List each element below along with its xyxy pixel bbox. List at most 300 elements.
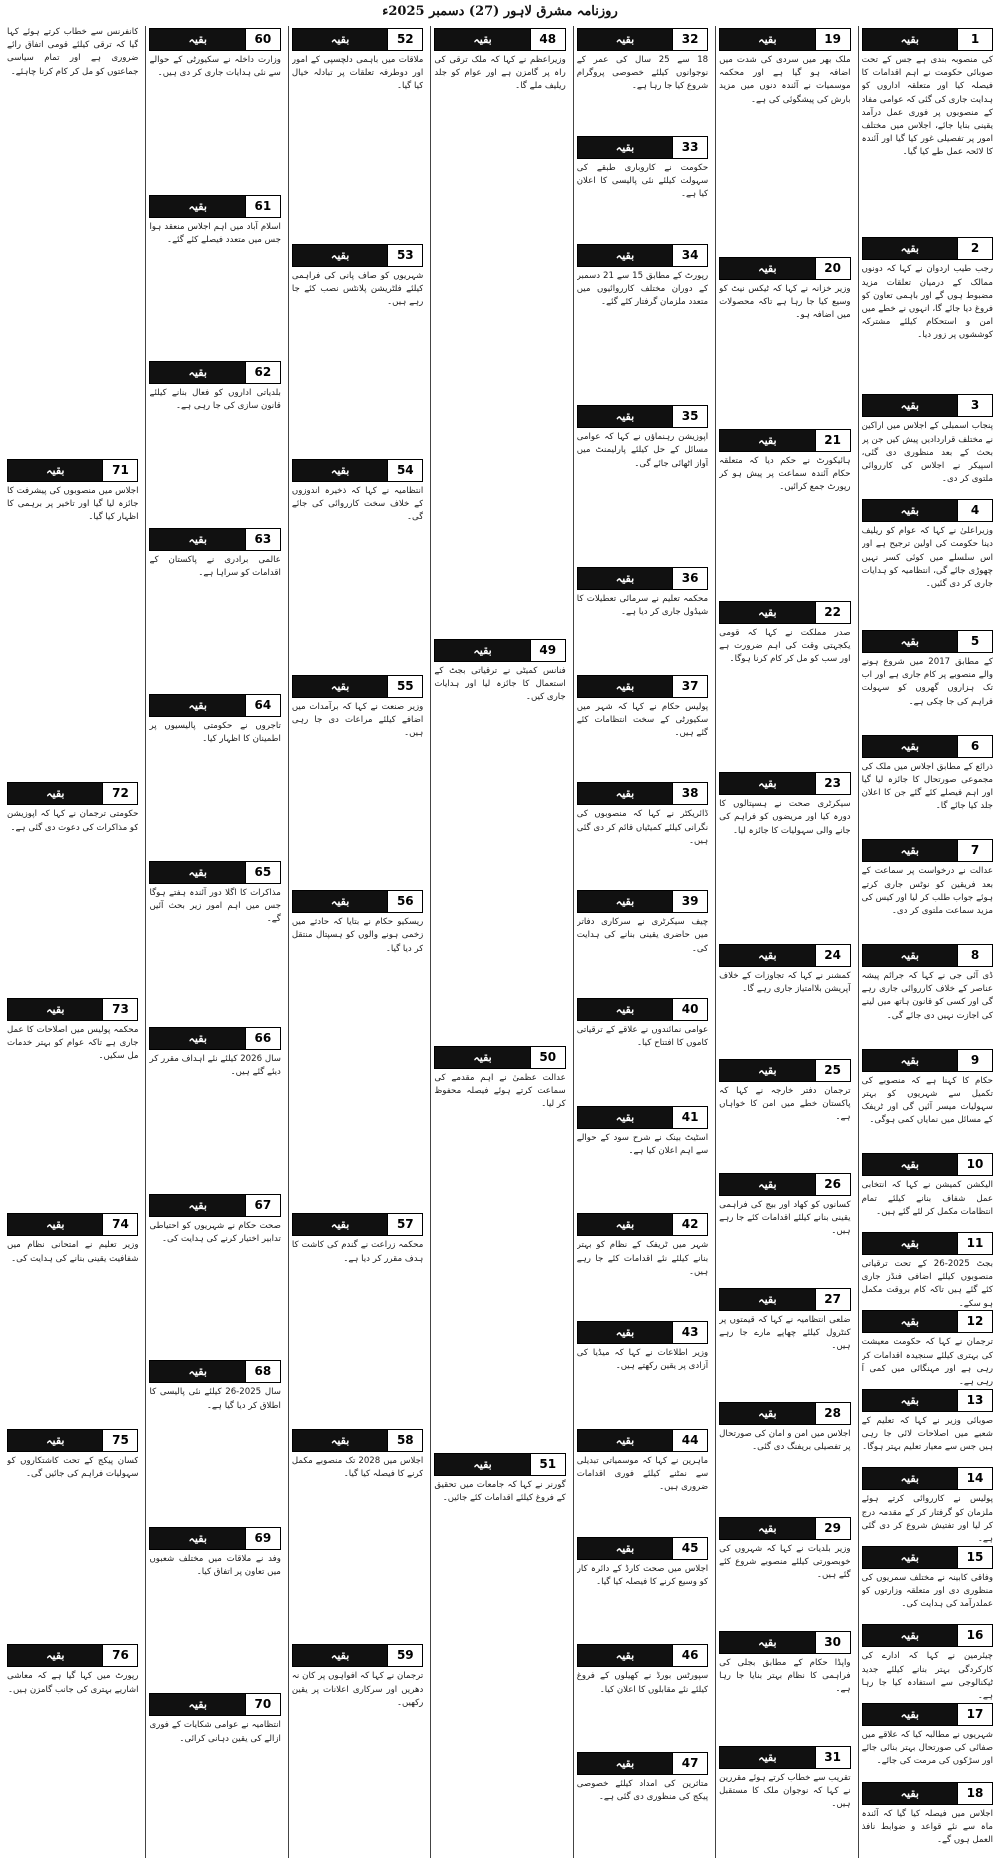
continuation-story [577,1319,708,1427]
continuation-label: بقیہ [578,29,672,50]
continuation-header [149,528,280,551]
continuation-story [292,888,423,1211]
continuation-number: 50 [530,1047,565,1068]
story-text: اسلام آباد میں اہم اجلاس منعقد ہوا جس میں متعدد فیصلے کئے گئے۔ [149,221,281,245]
continuation-number: 13 [957,1390,992,1411]
continuation-label: بقیہ [863,238,957,259]
story-text: فنانس کمیٹی نے ترقیاتی بجٹ کے استعمال کا جائزہ لیا اور ہدایات جاری کیں۔ [434,665,566,703]
continuation-number: 60 [245,29,280,50]
continuation-number: 71 [102,460,137,481]
continuation-header [7,782,138,805]
continuation-label: بقیہ [720,430,814,451]
continuation-header [862,630,993,653]
continuation-number: 31 [815,1747,850,1768]
continuation-story [292,1642,423,1858]
continuation-label: بقیہ [720,1403,814,1424]
continuation-story [149,193,280,360]
continuation-story [719,599,850,771]
continuation-story [577,888,708,996]
continuation-number: 14 [957,1468,992,1489]
column-5 [288,26,426,1858]
continuation-label: بقیہ [863,1468,957,1489]
continuation-header [862,839,993,862]
story-text: رجب طیب اردوان نے کہا کہ دونوں ممالک کے درمیان تعلقات مزید مضبوط ہوں گے اور باہمی تعاون کو فروغ دیا جائے گا، انہوں نے خطے میں امن و استحکام کیلئے مشترکہ کوششوں پر زور دیا۔ [861,264,993,341]
continuation-label: بقیہ [863,1547,957,1568]
story-text: رپورٹ کے مطابق 15 سے 21 دسمبر کے دوران مختلف کارروائیوں میں متعدد ملزمان گرفتار کئے گئے۔ [576,270,709,307]
continuation-header [862,1049,993,1072]
continuation-label: بقیہ [293,676,387,697]
continuation-label: بقیہ [293,29,387,50]
continuation-number: 16 [957,1625,992,1646]
continuation-header [862,1782,993,1805]
story-text: الیکشن کمیشن نے کہا کہ انتخابی عمل شفاف بنانے کیلئے تمام انتظامات مکمل کر لئے گئے ہیں۔ [861,1180,993,1217]
continuation-label: بقیہ [863,29,957,50]
continuation-number: 21 [815,430,850,451]
continuation-story [719,1400,850,1515]
story-text: ذرائع کے مطابق اجلاس میں ملک کی مجموعی صورتحال کا جائزہ لیا گیا اور اہم فیصلے کئے گئے جن کا اعلان جلد کیا جائے گا۔ [861,761,993,812]
continuation-story [719,1515,850,1630]
continuation-header [7,1644,138,1667]
continuation-header [719,1288,850,1311]
story-text: چیئرمین نے کہا کہ ادارے کی کارکردگی بہتر بنانے کیلئے جدید ٹیکنالوجی سے استفادہ کیا جا رہا ہے۔ [861,1651,993,1701]
story-text: اجلاس میں فیصلہ کیا گیا کہ آئندہ ماہ سے نئے قواعد و ضوابط نافذ العمل ہوں گے۔ [861,1808,993,1845]
continuation-number: 9 [957,1050,992,1071]
continuation-header [149,28,280,51]
continuation-story [577,26,708,134]
continuation-header [577,1106,708,1129]
continuation-number: 15 [957,1547,992,1568]
continuation-header [292,890,423,913]
continuation-label: بقیہ [720,945,814,966]
continuation-story [719,1629,850,1744]
continuation-number: 76 [102,1645,137,1666]
continuation-number: 29 [815,1518,850,1539]
continuation-label: بقیہ [863,631,957,652]
continuation-story [862,26,993,235]
continuation-story [7,26,138,457]
continuation-header [7,1429,138,1452]
continuation-header [577,1537,708,1560]
continuation-number: 33 [672,137,707,158]
continuation-header [577,1644,708,1667]
continuation-number: 19 [815,29,850,50]
continuation-label: بقیہ [720,1289,814,1310]
continuation-label: بقیہ [863,500,957,521]
story-text: ترجمان دفتر خارجہ نے کہا کہ پاکستان خطے میں امن کا خواہاں ہے۔ [719,1085,851,1122]
continuation-label: بقیہ [293,460,387,481]
continuation-header [292,1213,423,1236]
story-text: صحت حکام نے شہریوں کو احتیاطی تدابیر اختیار کرنے کی ہدایت کی۔ [149,1220,281,1245]
continuation-label: بقیہ [435,1454,529,1475]
continuation-label: بقیہ [720,1174,814,1195]
continuation-story [577,403,708,565]
continuation-story [7,780,138,996]
continuation-number: 54 [387,460,422,481]
continuation-label: بقیہ [720,258,814,279]
continuation-story [719,255,850,427]
continuation-number: 25 [815,1060,850,1081]
continuation-number: 43 [672,1322,707,1343]
story-text: سیکرٹری صحت نے ہسپتالوں کا دورہ کیا اور مریضوں کو فراہم کی جانے والی سہولیات کا جائزہ لیا۔ [719,799,851,836]
continuation-number: 34 [672,245,707,266]
continuation-number: 38 [672,783,707,804]
continuation-number: 46 [672,1645,707,1666]
continuation-header [862,1153,993,1176]
continuation-header [149,1194,280,1217]
continuation-number: 10 [957,1154,992,1175]
continuation-story [7,1211,138,1427]
continuation-header [292,1429,423,1452]
continuation-label: بقیہ [150,1528,244,1549]
story-text: کے مطابق 2017 میں شروع ہونے والے منصوبے پر کام جاری ہے اور اب تک ہزاروں گھروں کو سہولت فراہم کی جا چکی ہے۔ [861,656,993,707]
continuation-label: بقیہ [8,460,102,481]
continuation-header [862,237,993,260]
continuation-story [862,1622,993,1701]
continuation-number: 2 [957,238,992,259]
continuation-label: بقیہ [150,1361,244,1382]
continuation-story [149,859,280,1026]
continuation-header [719,1746,850,1769]
continuation-story [577,673,708,781]
continuation-story [862,942,993,1047]
continuation-story [149,1525,280,1692]
story-text: ہائیکورٹ نے حکم دیا کہ متعلقہ حکام آئندہ سماعت پر پیش ہو کر رپورٹ جمع کرائیں۔ [719,455,851,493]
continuation-header [149,694,280,717]
continuation-label: بقیہ [8,783,102,804]
story-text: ماہرین نے کہا کہ موسمیاتی تبدیلی سے نمٹنے کیلئے فوری اقدامات ضروری ہیں۔ [576,1455,709,1493]
story-text: انتظامیہ نے کہا کہ ذخیرہ اندوزوں کے خلاف سخت کارروائی کی جائے گی۔ [291,486,424,523]
continuation-header [149,861,280,884]
continuation-number: 55 [387,676,422,697]
continuation-story [292,242,423,458]
continuation-header [719,1402,850,1425]
continuation-header [719,601,850,624]
story-text: واپڈا حکام کے مطابق بجلی کی فراہمی کا نظام بہتر بنایا جا رہا ہے۔ [719,1658,851,1695]
continuation-label: بقیہ [720,1747,814,1768]
continuation-label: بقیہ [863,1704,957,1725]
continuation-story [862,1701,993,1780]
continuation-number: 72 [102,783,137,804]
story-text: ڈائریکٹر نے کہا کہ منصوبوں کی نگرانی کیلئے کمیٹیاں قائم کر دی گئی ہیں۔ [576,809,709,846]
continuation-number: 66 [245,1028,280,1049]
continuation-label: بقیہ [293,1430,387,1451]
story-text: سپورٹس بورڈ نے کھیلوں کے فروغ کیلئے نئے مقابلوں کا اعلان کیا۔ [576,1671,709,1695]
continuation-story [149,692,280,859]
story-text: پولیس نے کارروائی کرتے ہوئے ملزمان کو گرفتار کر کے مقدمہ درج کر لیا اور تفتیش شروع کر دی گئی ہے۔ [861,1494,993,1544]
continuation-header [719,772,850,795]
story-text: محکمہ پولیس میں اصلاحات کا عمل جاری ہے تاکہ عوام کو بہتر خدمات مل سکیں۔ [7,1024,139,1062]
continuation-header [577,890,708,913]
story-text: اجلاس میں امن و امان کی صورتحال پر تفصیلی بریفنگ دی گئی۔ [719,1429,851,1453]
continuation-number: 18 [957,1783,992,1804]
continuation-label: بقیہ [150,29,244,50]
continuation-number: 28 [815,1403,850,1424]
continuation-label: بقیہ [578,1538,672,1559]
continuation-header [149,1360,280,1383]
column-7 [4,26,141,1858]
continuation-story [862,235,993,392]
continuation-label: بقیہ [863,840,957,861]
story-text: صدر مملکت نے کہا کہ قومی یکجہتی وقت کی اہم ضرورت ہے اور سب کو مل کر کام کرنا ہوگا۔ [719,627,851,664]
continuation-number: 32 [672,29,707,50]
continuation-story [862,497,993,628]
continuation-label: بقیہ [578,1214,672,1235]
continuation-label: بقیہ [293,1214,387,1235]
continuation-story [292,1427,423,1643]
continuation-number: 47 [672,1753,707,1774]
story-text: عالمی برادری نے پاکستان کے اقدامات کو سراہا ہے۔ [149,554,281,578]
continuation-story [577,1750,708,1858]
continuation-number: 17 [957,1704,992,1725]
continuation-number: 57 [387,1214,422,1235]
column-2 [715,26,853,1858]
continuation-header [862,1624,993,1647]
continuation-label: بقیہ [863,736,957,757]
continuation-header [577,1429,708,1452]
continuation-story [149,1358,280,1525]
continuation-label: بقیہ [720,29,814,50]
story-text: حکومت نے کاروباری طبقے کی سہولت کیلئے نئی پالیسی کا اعلان کیا ہے۔ [576,162,709,200]
continuation-header [862,1232,993,1255]
continuation-story [434,1044,565,1451]
continuation-number: 69 [245,1528,280,1549]
column-3 [573,26,711,1858]
continuation-story [577,1104,708,1212]
continuation-story [577,1535,708,1643]
story-text: کی منصوبہ بندی ہے جس کے تحت صوبائی حکومت نے اہم اقدامات کا فیصلہ کیا اور متعلقہ اداروں کو ہدایت جاری کی گئی کہ عوامی مفاد کے منصوبوں پر فوری عمل درآمد یقینی بنایا جائے، اجلاس میں مختلف امور پر تفصیلی غور کیا گیا اور آئندہ کا لائحہ عمل طے کیا گیا۔ [861,55,993,158]
continuation-number: 61 [245,196,280,217]
continuation-header [149,1693,280,1716]
continuation-label: بقیہ [435,1047,529,1068]
continuation-label: بقیہ [435,640,529,661]
continuation-number: 45 [672,1538,707,1559]
continuation-story [577,565,708,673]
continuation-story [862,1780,993,1858]
continuation-number: 39 [672,891,707,912]
continuation-header [292,459,423,482]
story-text: بلدیاتی اداروں کو فعال بنانے کیلئے قانون سازی کی جا رہی ہے۔ [149,388,281,412]
story-text: متاثرین کی امداد کیلئے خصوصی پیکج کی منظوری دی گئی ہے۔ [576,1779,709,1803]
continuation-header [149,1027,280,1050]
continuation-header [577,136,708,159]
continuation-story [719,1286,850,1401]
continuation-label: بقیہ [863,1311,957,1332]
continuation-label: بقیہ [863,1390,957,1411]
continuation-story [577,780,708,888]
columns-container [4,26,996,1858]
continuation-story [862,1047,993,1152]
continuation-label: بقیہ [150,862,244,883]
story-text: ملاقات میں باہمی دلچسپی کے امور اور دوطرفہ تعلقات پر تبادلہ خیال کیا گیا۔ [291,55,424,92]
continuation-number: 42 [672,1214,707,1235]
continuation-story [292,26,423,242]
continuation-label: بقیہ [720,1060,814,1081]
continuation-story [862,1387,993,1466]
continuation-story [149,26,280,193]
continuation-story [577,996,708,1104]
story-text: وزارت داخلہ نے سکیورٹی کے حوالے سے نئی ہدایات جاری کر دی ہیں۔ [149,55,281,79]
continuation-label: بقیہ [150,529,244,550]
continuation-story [149,1025,280,1192]
story-text: وزیر خزانہ نے کہا کہ ٹیکس نیٹ کو وسیع کیا جا رہا ہے تاکہ محصولات میں اضافہ ہو۔ [719,284,851,321]
continuation-label: بقیہ [578,1645,672,1666]
story-text: 18 سے 25 سال کی عمر کے نوجوانوں کیلئے خصوصی پروگرام شروع کیا جا رہا ہے۔ [576,55,709,92]
continuation-number: 75 [102,1430,137,1451]
continuation-label: بقیہ [720,773,814,794]
story-text: انتظامیہ نے عوامی شکایات کے فوری ازالے کی یقین دہانی کرائی۔ [149,1720,281,1744]
continuation-label: بقیہ [863,1783,957,1804]
continuation-header [862,394,993,417]
continuation-story [719,427,850,599]
story-text: سال 2026 کیلئے نئے اہداف مقرر کر دیئے گئے ہیں۔ [149,1054,281,1078]
continuation-number: 64 [245,695,280,716]
continuation-story [434,1451,565,1858]
story-text: تقریب سے خطاب کرتے ہوئے مقررین نے کہا کہ نوجوان ملک کا مستقبل ہیں۔ [719,1772,851,1809]
continuation-header [292,675,423,698]
continuation-header [7,998,138,1021]
story-text: سال 2025-26 کیلئے نئی پالیسی کا اطلاق کر دیا گیا ہے۔ [149,1387,281,1411]
story-text: اجلاس میں منصوبوں کی پیشرفت کا جائزہ لیا گیا اور تاخیر پر برہمی کا اظہار کیا گیا۔ [7,486,139,523]
continuation-header [862,1310,993,1333]
continuation-header [862,735,993,758]
story-text: ملک بھر میں سردی کی شدت میں اضافہ ہو گیا ہے اور محکمہ موسمیات نے آئندہ دنوں میں مزید بارش کی پیشگوئی کی ہے۔ [719,55,851,105]
continuation-story [7,1427,138,1643]
continuation-label: بقیہ [150,196,244,217]
continuation-number: 11 [957,1233,992,1254]
continuation-number: 40 [672,999,707,1020]
continuation-number: 73 [102,999,137,1020]
story-text: محکمہ زراعت نے گندم کی کاشت کا ہدف مقرر کر دیا ہے۔ [291,1240,424,1264]
continuation-label: بقیہ [863,1233,957,1254]
continuation-header [577,998,708,1021]
story-text: اسٹیٹ بینک نے شرح سود کے حوالے سے اہم اعلان کیا ہے۔ [576,1132,709,1156]
continuation-header [577,28,708,51]
continuation-header [7,459,138,482]
story-text: اجلاس میں صحت کارڈ کے دائرہ کار کو وسیع کرنے کا فیصلہ کیا گیا۔ [576,1563,709,1587]
continuation-header [434,1046,565,1069]
continuation-story [434,637,565,1044]
continuation-number: 27 [815,1289,850,1310]
continuation-label: بقیہ [578,999,672,1020]
continuation-header [577,675,708,698]
story-text: کمشنر نے کہا کہ تجاوزات کے خلاف آپریشن بلاامتیاز جاری رہے گا۔ [719,971,851,995]
continuation-story [292,673,423,889]
continuation-story [149,1192,280,1359]
story-text: ریسکیو حکام نے بتایا کہ حادثے میں زخمی ہونے والوں کو ہسپتال منتقل کر دیا گیا۔ [291,917,424,954]
story-text: وزیر تعلیم نے امتحانی نظام میں شفافیت یقینی بنانے کی ہدایت کی۔ [7,1240,139,1264]
column-6 [145,26,283,1858]
continuation-number: 8 [957,945,992,966]
story-text: شہریوں نے مطالبہ کیا کہ علاقے میں صفائی کی صورتحال بہتر بنائی جائے اور سڑکوں کی مرمت کی جائے۔ [861,1730,993,1767]
continuation-header [862,1546,993,1569]
continuation-header [577,1752,708,1775]
continuation-story [149,1691,280,1858]
continuation-number: 49 [530,640,565,661]
continuation-number: 23 [815,773,850,794]
continuation-header [862,1703,993,1726]
continuation-number: 44 [672,1430,707,1451]
continuation-story [719,1171,850,1286]
continuation-story [862,1308,993,1387]
continuation-header [7,1213,138,1236]
continuation-header [719,1631,850,1654]
story-text: گورنر نے کہا کہ جامعات میں تحقیق کے فروغ کیلئے اقدامات کئے جائیں۔ [434,1479,566,1504]
story-text: عوامی نمائندوں نے علاقے کے ترقیاتی کاموں کا افتتاح کیا۔ [576,1024,709,1049]
continuation-label: بقیہ [150,695,244,716]
story-text: حکام کا کہنا ہے کہ منصوبے کی تکمیل سے شہریوں کو بہتر سہولیات میسر آئیں گی اور ٹریفک کے مسائل میں نمایاں کمی ہوگی۔ [861,1075,993,1126]
story-text: وزیراعلیٰ نے کہا کہ عوام کو ریلیف دینا حکومت کی اولین ترجیح ہے اور اس سلسلے میں کوئی کسر نہیں چھوڑی جائے گی، انتظامیہ کو ہدایات جاری کر دی گئیں۔ [861,526,993,589]
story-text: صوبائی وزیر نے کہا کہ تعلیم کے شعبے میں اصلاحات لائی جا رہی ہیں جس سے معیار تعلیم بہتر ہوگا۔ [861,1415,993,1453]
continuation-number: 12 [957,1311,992,1332]
continuation-header [862,28,993,51]
story-text: مذاکرات کا اگلا دور آئندہ ہفتے ہوگا جس میں اہم امور زیر بحث آئیں گے۔ [149,887,281,925]
continuation-header [434,28,565,51]
continuation-story [577,1642,708,1750]
continuation-story [862,837,993,942]
continuation-label: بقیہ [150,1694,244,1715]
story-text: اجلاس میں 2028 تک منصوبے مکمل کرنے کا فیصلہ کیا گیا۔ [291,1455,424,1480]
continuation-number: 59 [387,1645,422,1666]
continuation-story [577,134,708,242]
continuation-label: بقیہ [863,1625,957,1646]
story-text: حکومتی ترجمان نے کہا کہ اپوزیشن کو مذاکرات کی دعوت دی گئی ہے۔ [7,809,139,833]
story-text: پولیس حکام نے کہا کہ شہر میں سکیورٹی کے سخت انتظامات کئے گئے ہیں۔ [576,701,709,738]
continuation-story [862,1151,993,1230]
continuation-story [577,1211,708,1319]
continuation-header [577,244,708,267]
story-text: عدالت عظمیٰ نے اہم مقدمے کی سماعت کرتے ہوئے فیصلہ محفوظ کر لیا۔ [434,1072,566,1110]
continuation-story [292,1211,423,1427]
continuation-header [862,1467,993,1490]
continuation-number: 36 [672,568,707,589]
continuation-label: بقیہ [8,999,102,1020]
continuation-label: بقیہ [150,362,244,383]
continuation-story [292,457,423,673]
continuation-label: بقیہ [578,1322,672,1343]
continuation-header [719,429,850,452]
continuation-number: 48 [530,29,565,50]
continuation-story [577,1427,708,1535]
continuation-header [149,195,280,218]
continuation-story [719,26,850,255]
continuation-label: بقیہ [578,1430,672,1451]
continuation-number: 65 [245,862,280,883]
column-4 [430,26,568,1858]
continuation-header [577,567,708,590]
continuation-header [577,405,708,428]
continuation-label: بقیہ [293,245,387,266]
continuation-story [719,942,850,1057]
story-text: شہریوں کو صاف پانی کی فراہمی کیلئے فلٹریشن پلانٹس نصب کئے جا رہے ہیں۔ [291,270,424,307]
continuation-label: بقیہ [578,676,672,697]
continuation-label: بقیہ [8,1214,102,1235]
continuation-label: بقیہ [863,945,957,966]
story-text: پنجاب اسمبلی کے اجلاس میں اراکین نے مختلف قراردادیں پیش کیں جن پر بحث کے بعد منظوری دی گئی، اسپیکر نے اجلاس کی کارروائی ملتوی کر دی۔ [861,421,993,485]
continuation-label: بقیہ [150,1195,244,1216]
continuation-story [862,628,993,733]
story-text: ضلعی انتظامیہ نے کہا کہ قیمتوں پر کنٹرول کیلئے چھاپے مارے جا رہے ہیں۔ [719,1314,851,1351]
continuation-header [292,1644,423,1667]
continuation-story [862,1465,993,1544]
story-text: وفد نے ملاقات میں مختلف شعبوں میں تعاون پر اتفاق کیا۔ [149,1553,281,1578]
story-text: ترجمان نے کہا کہ افواہوں پر کان نہ دھریں اور سرکاری اعلانات پر یقین رکھیں۔ [291,1671,424,1708]
continuation-label: بقیہ [435,29,529,50]
story-text: ترجمان نے کہا کہ حکومت معیشت کی بہتری کیلئے سنجیدہ اقدامات کر رہی ہے اور مہنگائی میں کمی آ رہی ہے۔ [861,1337,993,1387]
continuation-number: 37 [672,676,707,697]
continuation-header [292,244,423,267]
continuation-number: 62 [245,362,280,383]
continuation-story [862,1544,993,1623]
